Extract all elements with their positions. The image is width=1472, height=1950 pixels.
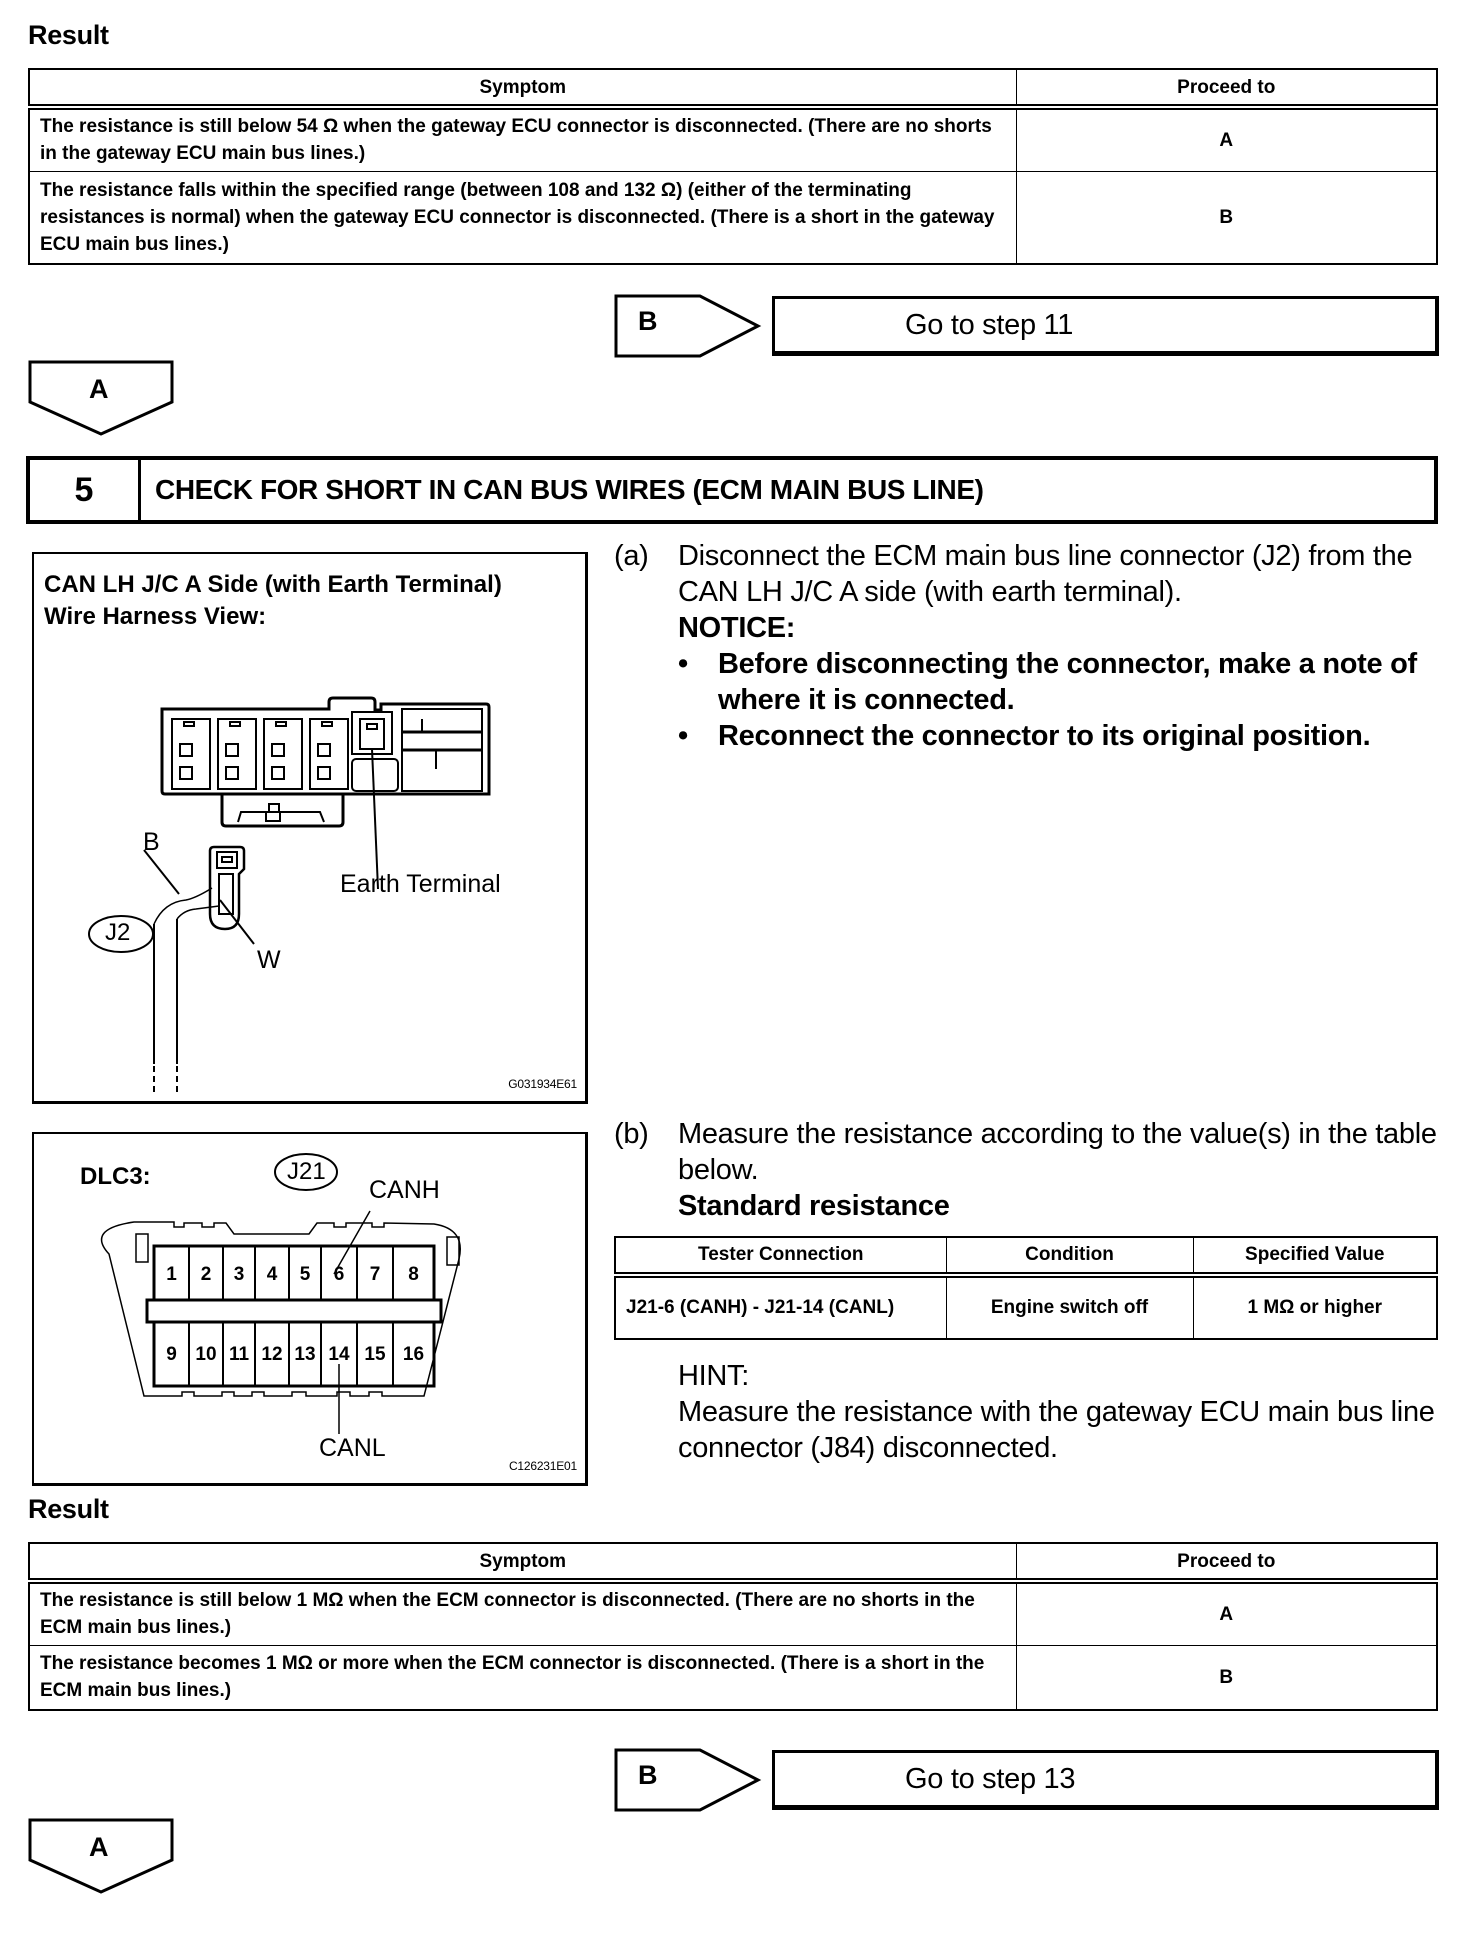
bullet-text: Reconnect the connector to its original position. <box>718 720 1371 752</box>
table-row <box>29 171 1437 264</box>
wire-label-w: W <box>257 946 281 974</box>
notice-bullet <box>678 646 1444 718</box>
pin-number: 15 <box>364 1344 386 1365</box>
notice-label: NOTICE: <box>678 612 796 644</box>
canh-label: CANH <box>369 1176 440 1204</box>
table-row <box>29 107 1437 171</box>
pin-number: 13 <box>294 1344 316 1365</box>
instruction-b-text: Measure the resistance according to the value(s) in the table below. <box>678 1118 1437 1186</box>
table-row <box>615 1275 1437 1339</box>
flow-a-marker[interactable] <box>28 1818 174 1894</box>
flow-b-label: B <box>638 1760 658 1790</box>
step-number: 5 <box>30 460 141 520</box>
figure-title-line1: CAN LH J/C A Side (with Earth Terminal) <box>44 571 502 598</box>
table-header-row <box>29 1543 1437 1581</box>
bullet-text: Before disconnecting the connector, make a note of where it is connected. <box>718 648 1417 716</box>
pin-number: 16 <box>402 1344 425 1365</box>
pin-number: 6 <box>333 1264 345 1285</box>
flow-a-marker[interactable] <box>28 360 174 436</box>
proceed-cell: B <box>1016 171 1437 264</box>
result-heading: Result <box>28 20 109 50</box>
standard-resistance-heading: Standard resistance <box>678 1190 950 1222</box>
pin-number: 14 <box>328 1344 350 1365</box>
symptom-cell: The resistance is still below 1 MΩ when the ECM connector is disconnected. (There are no shorts in the ECM main bus lines.) <box>29 1581 1016 1645</box>
connector-label-j21: J21 <box>287 1158 326 1185</box>
junction-connector-diagram <box>34 554 590 1106</box>
condition-cell: Engine switch off <box>946 1275 1193 1339</box>
standard-resistance-table <box>614 1236 1438 1340</box>
go-to-step-13-box[interactable] <box>772 1750 1439 1810</box>
dlc3-title: DLC3: <box>80 1163 151 1190</box>
proceed-header: Proceed to <box>1016 1543 1437 1581</box>
pin-row-bottom <box>154 1330 434 1380</box>
pin-number: 9 <box>166 1344 177 1365</box>
symptom-cell: The resistance becomes 1 MΩ or more when the ECM connector is disconnected. (There is a short in the ECM main bus lines.) <box>29 1645 1016 1710</box>
proceed-cell: A <box>1016 1581 1437 1645</box>
right-pentagon-arrow-icon <box>614 294 764 358</box>
result-table <box>28 1542 1438 1711</box>
earth-terminal-label: Earth Terminal <box>340 870 501 898</box>
instruction-b <box>614 1116 1444 1232</box>
instruction-marker-b: (b) <box>614 1118 649 1150</box>
table-header-row <box>29 69 1437 107</box>
figure-code: C126231E01 <box>508 1459 577 1473</box>
go-to-step-label: Go to step 13 <box>905 1762 1076 1795</box>
instruction-a-text: Disconnect the ECM main bus line connector (J2) from the CAN LH J/C A side (with earth terminal). <box>678 540 1413 608</box>
pin-number: 11 <box>228 1344 250 1365</box>
connector-label-j2: J2 <box>105 919 131 946</box>
table-row <box>29 1645 1437 1710</box>
result-table <box>28 68 1438 265</box>
right-pentagon-arrow-icon <box>614 1748 764 1812</box>
flow-b-marker[interactable] <box>614 1748 764 1812</box>
go-to-step-11-box[interactable] <box>772 296 1439 356</box>
dlc3-connector-diagram <box>34 1134 590 1488</box>
step-header <box>26 456 1438 524</box>
figure-title-line2: Wire Harness View: <box>44 603 267 630</box>
pin-number: 12 <box>261 1344 283 1365</box>
specified-value-header: Specified Value <box>1193 1237 1437 1275</box>
table-row <box>29 1581 1437 1645</box>
canl-label: CANL <box>319 1434 386 1462</box>
instruction-a <box>614 538 1444 778</box>
condition-header: Condition <box>946 1237 1193 1275</box>
specified-value-cell: 1 MΩ or higher <box>1193 1275 1437 1339</box>
result-heading: Result <box>28 1494 109 1524</box>
step-title: CHECK FOR SHORT IN CAN BUS WIRES (ECM MAIN BUS LINE) <box>155 474 984 505</box>
notice-bullet <box>678 718 1444 754</box>
pin-number: 7 <box>369 1264 381 1285</box>
hint-block <box>678 1358 1448 1466</box>
flow-b-marker[interactable] <box>614 294 764 358</box>
go-to-step-label: Go to step 11 <box>905 308 1074 341</box>
proceed-header: Proceed to <box>1016 69 1437 107</box>
pin-row-top <box>154 1252 434 1298</box>
wire-label-b: B <box>143 828 160 856</box>
bullet-icon: • <box>678 648 688 680</box>
hint-label: HINT: <box>678 1360 750 1392</box>
symptom-header: Symptom <box>29 69 1016 107</box>
hint-text: Measure the resistance with the gateway ECU main bus line connector (J84) disconnected. <box>678 1396 1435 1464</box>
symptom-cell: The resistance falls within the specified range (between 108 and 132 Ω) (either of the terminating resistances is normal) when the gateway ECU connector is disconnected. (There is a short in the gateway ECU main bus lines.) <box>29 171 1016 264</box>
tester-connection-cell: J21-6 (CANH) - J21-14 (CANL) <box>615 1275 946 1339</box>
pin-number: 8 <box>408 1264 419 1285</box>
figure-can-jc-connector <box>32 552 588 1104</box>
table-header-row <box>615 1237 1437 1275</box>
pin-number: 10 <box>195 1344 217 1365</box>
proceed-cell: B <box>1016 1645 1437 1710</box>
bullet-icon: • <box>678 720 688 752</box>
pin-number: 4 <box>266 1264 278 1285</box>
symptom-header: Symptom <box>29 1543 1016 1581</box>
flow-a-label: A <box>89 374 109 404</box>
pin-number: 2 <box>200 1264 212 1285</box>
figure-code: G031934E61 <box>508 1077 577 1091</box>
instruction-marker-a: (a) <box>614 540 649 572</box>
flow-b-label: B <box>638 306 658 336</box>
symptom-cell: The resistance is still below 54 Ω when the gateway ECU connector is disconnected. (There are no shorts in the gateway ECU main bus lines.) <box>29 107 1016 171</box>
pin-number: 3 <box>233 1264 245 1285</box>
proceed-cell: A <box>1016 107 1437 171</box>
figure-dlc3-connector <box>32 1132 588 1486</box>
pin-number: 1 <box>166 1264 177 1285</box>
pin-number: 5 <box>299 1264 311 1285</box>
flow-a-label: A <box>89 1832 109 1862</box>
tester-connection-header: Tester Connection <box>615 1237 946 1275</box>
